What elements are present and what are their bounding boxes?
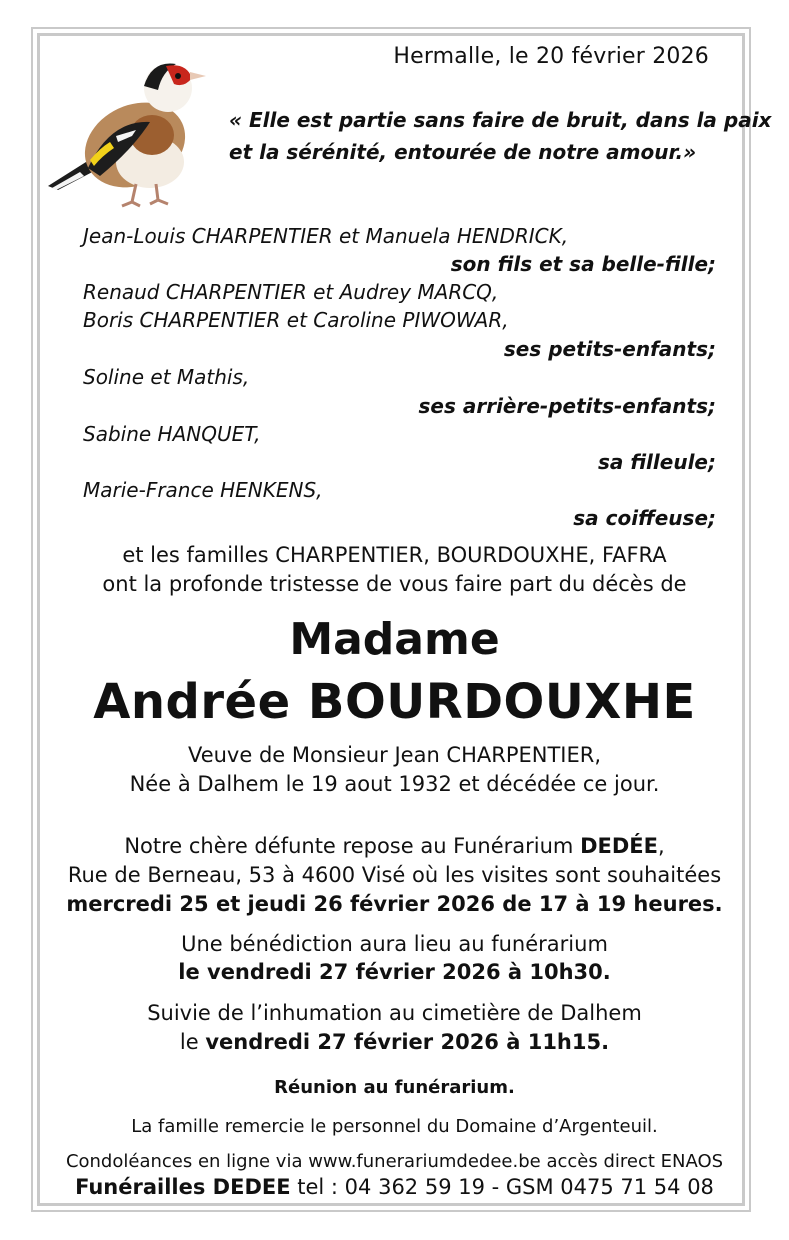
quote-line-1: « Elle est partie sans faire de bruit, dans la paix xyxy=(229,108,772,132)
birth-death-line: Née à Dalhem le 19 aout 1932 et décédée ce jour. xyxy=(129,772,660,796)
relation-label: ses arrière-petits-enfants; xyxy=(418,394,716,418)
relation-label: ses petits-enfants; xyxy=(503,337,716,361)
visit-dates-line: mercredi 25 et jeudi 26 février 2026 de 17 à 19 heures. xyxy=(66,892,723,916)
family-line: Boris CHARPENTIER et Caroline PIWOWAR, xyxy=(83,308,509,332)
quote-line-2: et la sérénité, entourée de notre amour.» xyxy=(229,140,697,164)
blessing-line-1: Une bénédiction aura lieu au funérarium xyxy=(181,932,608,956)
family-line: Soline et Mathis, xyxy=(83,365,250,389)
thanks-line: La famille remercie le personnel du Domaine d’Argenteuil. xyxy=(131,1116,658,1137)
widow-line: Veuve de Monsieur Jean CHARPENTIER, xyxy=(187,743,602,767)
date-line: Hermalle, le 20 février 2026 xyxy=(393,44,709,69)
burial-line-1: Suivie de l’inhumation au cimetière de Dalhem xyxy=(147,1001,642,1025)
family-line: Jean-Louis CHARPENTIER et Manuela HENDRICK, xyxy=(83,224,569,248)
funerarium-line: Notre chère défunte repose au Funérarium DEDÉE, xyxy=(124,834,665,858)
blessing-line-2: le vendredi 27 février 2026 à 10h30. xyxy=(178,960,611,984)
family-line: Marie-France HENKENS, xyxy=(83,478,323,502)
family-line: Sabine HANQUET, xyxy=(83,422,261,446)
deceased-title: Madame xyxy=(289,614,500,665)
address-line: Rue de Berneau, 53 à 4600 Visé où les visites sont souhaitées xyxy=(67,863,722,887)
relation-label: son fils et sa belle-fille; xyxy=(450,252,716,276)
burial-line-2: le vendredi 27 février 2026 à 11h15. xyxy=(179,1030,610,1054)
contact-footer: Funérailles DEDEE tel : 04 362 59 19 - GSM 0475 71 54 08 xyxy=(75,1175,714,1199)
relation-label: sa filleule; xyxy=(597,450,716,474)
reunion-line: Réunion au funérarium. xyxy=(274,1077,515,1098)
announcement-line-1: et les familles CHARPENTIER, BOURDOUXHE, FAFRA xyxy=(122,543,667,567)
family-line: Renaud CHARPENTIER et Audrey MARCQ, xyxy=(83,280,499,304)
announcement-line-2: ont la profonde tristesse de vous faire part du décès de xyxy=(102,572,687,596)
condolences-line: Condoléances en ligne via www.funerariumdedee.be accès direct ENAOS xyxy=(65,1151,724,1172)
goldfinch-icon xyxy=(40,50,210,210)
deceased-name: Andrée BOURDOUXHE xyxy=(93,674,696,730)
relation-label: sa coiffeuse; xyxy=(573,506,716,530)
